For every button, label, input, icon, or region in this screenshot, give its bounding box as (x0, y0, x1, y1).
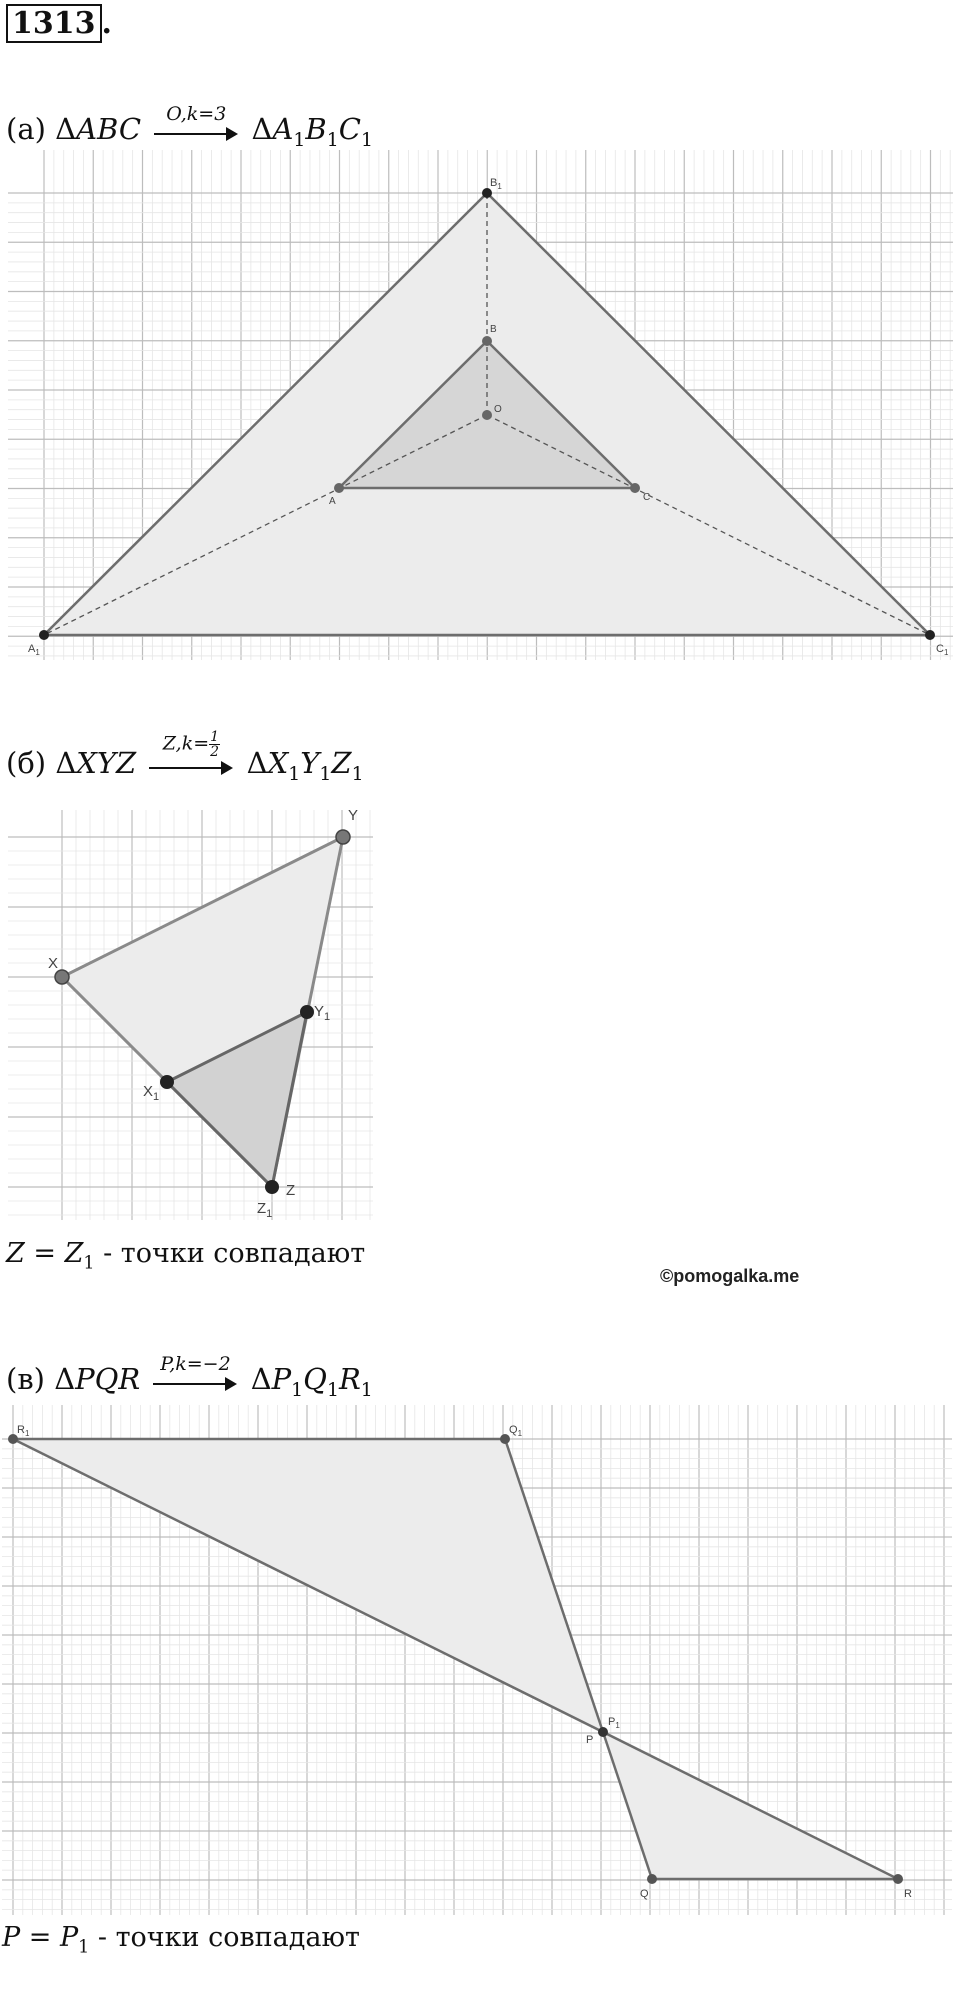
watermark: ©pomogalka.me (660, 1266, 800, 1286)
figure-part-b (0, 790, 380, 1230)
label-a1: $A_1$ (28, 643, 40, 657)
label-r: R (904, 1888, 912, 1900)
label-r1: $R_1$ (17, 1424, 30, 1438)
transform-arrow-c: P,k=−2 (153, 1371, 237, 1391)
point-c1 (925, 630, 935, 640)
label-p1: $P_1$ (608, 1716, 620, 1730)
point-x (55, 970, 69, 984)
transform-arrow-a: O,k=3 (154, 121, 238, 141)
point-b (482, 336, 492, 346)
point-c (630, 483, 640, 493)
point-y (336, 830, 350, 844)
label-p: P (586, 1734, 594, 1746)
triangle-pqr (603, 1732, 898, 1879)
point-a1 (39, 630, 49, 640)
point-p (598, 1727, 608, 1737)
label-b: B (490, 324, 497, 335)
point-o (482, 410, 492, 420)
label-c: C (643, 492, 651, 503)
label-o: O (494, 404, 502, 415)
label-q: Q (640, 1888, 649, 1900)
fraction-one-half: $\frac{1}{2}$ (210, 729, 220, 760)
label-x1: $X_1$ (143, 1083, 160, 1103)
transform-arrow-b: Z,k= $\frac{1}{2}$ (149, 755, 233, 775)
point-a (334, 483, 344, 493)
point-q (647, 1874, 657, 1884)
figure-part-c (0, 1405, 960, 1915)
point-z (265, 1180, 279, 1194)
point-b1 (482, 188, 492, 198)
label-x: X (48, 955, 59, 972)
label-c1: $C_1$ (936, 643, 949, 657)
caption-part-c: (в) ΔPQR P,k=−2 $\Delta P_1Q_1R_1$ (6, 1353, 373, 1401)
label-y1: $Y_1$ (314, 1003, 331, 1023)
problem-number: 1313 . (6, 6, 112, 41)
label-q1: $Q_1$ (509, 1424, 523, 1438)
label-a: A (329, 496, 336, 507)
point-y1 (300, 1005, 314, 1019)
figure-part-a (0, 150, 960, 660)
point-r (893, 1874, 903, 1884)
label-b1: $B_1$ (490, 177, 502, 191)
label-z1: $Z_1$ (257, 1200, 273, 1220)
label-y: Y (348, 807, 359, 824)
caption-part-a: (а) ΔABC O,k=3 $\Delta A_1B_1C_1$ (6, 103, 373, 151)
note-part-c: $P = P_1$ - точки совпадают (2, 1922, 360, 1958)
caption-part-b: (б) ΔXYZ Z,k= $\frac{1}{2}$ $\Delta X_1Y_1Z_1$ (6, 729, 364, 785)
label-z: Z (286, 1182, 296, 1199)
note-part-b: $Z = Z_1$ - точки совпадают (6, 1238, 366, 1274)
point-x1 (160, 1075, 174, 1089)
